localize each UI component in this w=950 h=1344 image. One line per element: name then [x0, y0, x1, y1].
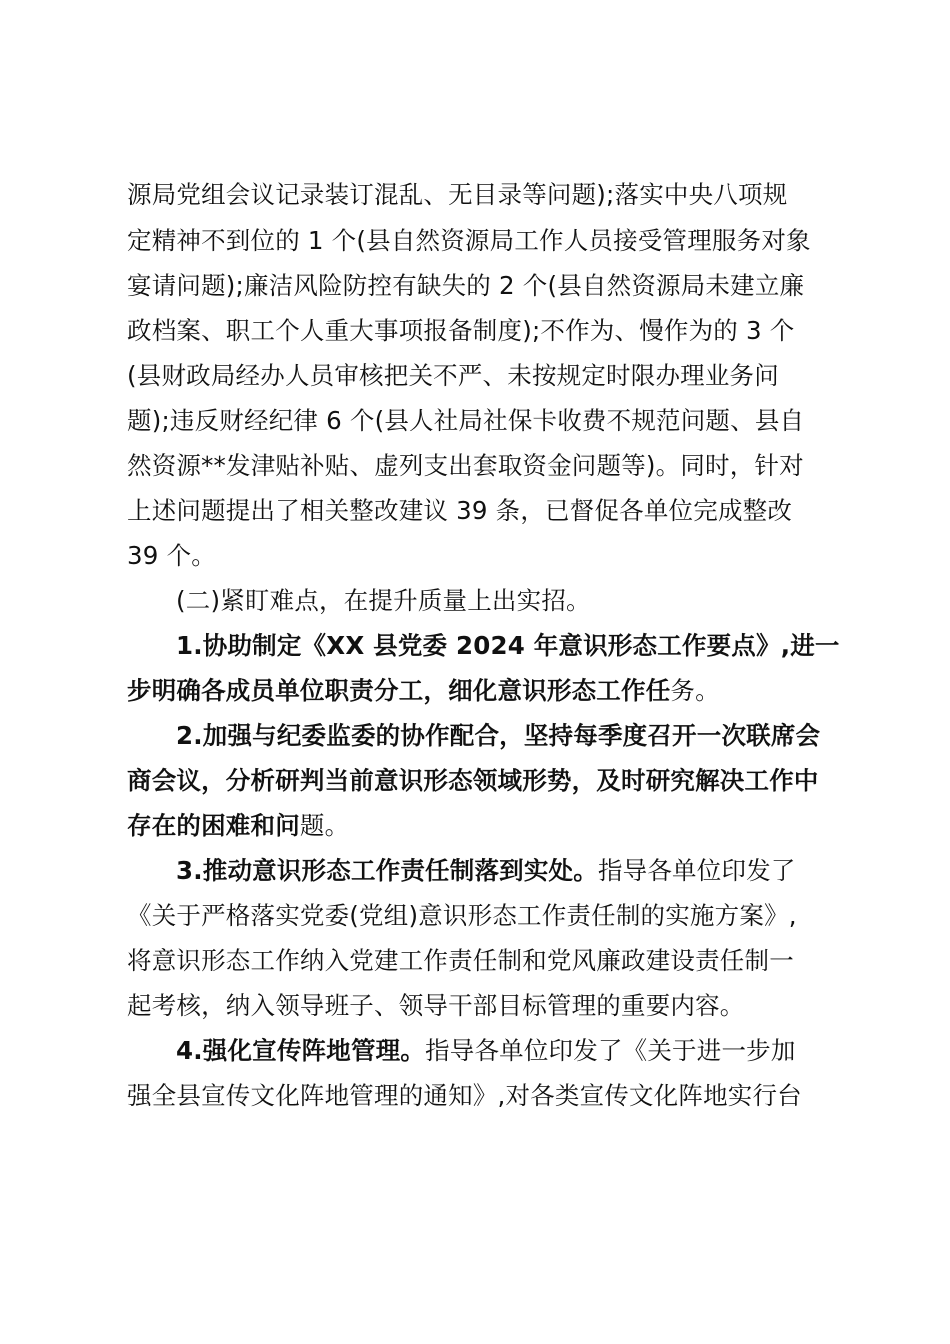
- body-line-4: 政档案、职工个人重大事项报备制度);不作为、慢作为的 3 个: [127, 316, 795, 345]
- item-3-line-3: 将意识形态工作纳入党建工作责任制和党风廉政建设责任制一: [127, 946, 794, 975]
- item-4-line-2: 强全县宣传文化阵地管理的通知》,对各类宣传文化阵地实行台: [127, 1081, 802, 1110]
- body-line-9: 39 个。: [127, 541, 216, 570]
- item-2-line-1: 2.加强与纪委监委的协作配合，坚持每季度召开一次联席会: [176, 721, 821, 750]
- body-line-2: 定精神不到位的 1 个(县自然资源局工作人员接受管理服务对象: [127, 226, 811, 255]
- body-line-1: 源局党组会议记录装订混乱、无目录等问题);落实中央八项规: [127, 180, 788, 209]
- body-line-5: (县财政局经办人员审核把关不严、未按规定时限办理业务问: [127, 361, 779, 390]
- item-2-line-3-normal: 题。: [299, 811, 350, 840]
- item-1-line-2-normal: 务。: [670, 676, 720, 705]
- item-4-line-1: [176, 1028, 856, 1074]
- section-heading: (二)紧盯难点，在提升质量上出实招。: [176, 586, 591, 615]
- item-3-line-4: 起考核，纳入领导班子、领导干部目标管理的重要内容。: [127, 991, 745, 1020]
- item-3-line-2: 《关于严格落实党委(党组)意识形态工作责任制的实施方案》,: [127, 901, 797, 930]
- body-line-7: 然资源**发津贴补贴、虚列支出套取资金问题等)。同时，针对: [127, 451, 804, 480]
- item-2-line-3: [127, 803, 847, 849]
- body-line-6: 题);违反财经纪律 6 个(县人社局社保卡收费不规范问题、县自: [127, 406, 805, 435]
- item-2-line-2: 商会议，分析研判当前意识形态领域形势，及时研究解决工作中: [127, 766, 819, 795]
- item-1-line-2-bold: 步明确各成员单位职责分工，细化意识形态工作任: [127, 676, 671, 705]
- body-line-3: 宴请问题);廉洁风险防控有缺失的 2 个(县自然资源局未建立廉: [127, 271, 805, 300]
- item-4-line-1-normal: 指导各单位印发了《关于进一步加: [425, 1036, 796, 1065]
- item-2-line-3-bold: 存在的困难和问: [127, 811, 300, 840]
- item-3-line-1-bold: 3.推动意识形态工作责任制落到实处。: [176, 856, 598, 885]
- body-line-8: 上述问题提出了相关整改建议 39 条，已督促各单位完成整改: [127, 496, 793, 525]
- item-4-line-1-bold: 4.强化宣传阵地管理。: [176, 1036, 426, 1065]
- item-3-line-1: [176, 848, 856, 894]
- item-3-line-1-normal: 指导各单位印发了: [597, 856, 796, 885]
- item-1-line-1: 1.协助制定《XX 县党委 2024 年意识形态工作要点》,进一: [176, 631, 840, 660]
- item-1-line-2: [127, 668, 847, 714]
